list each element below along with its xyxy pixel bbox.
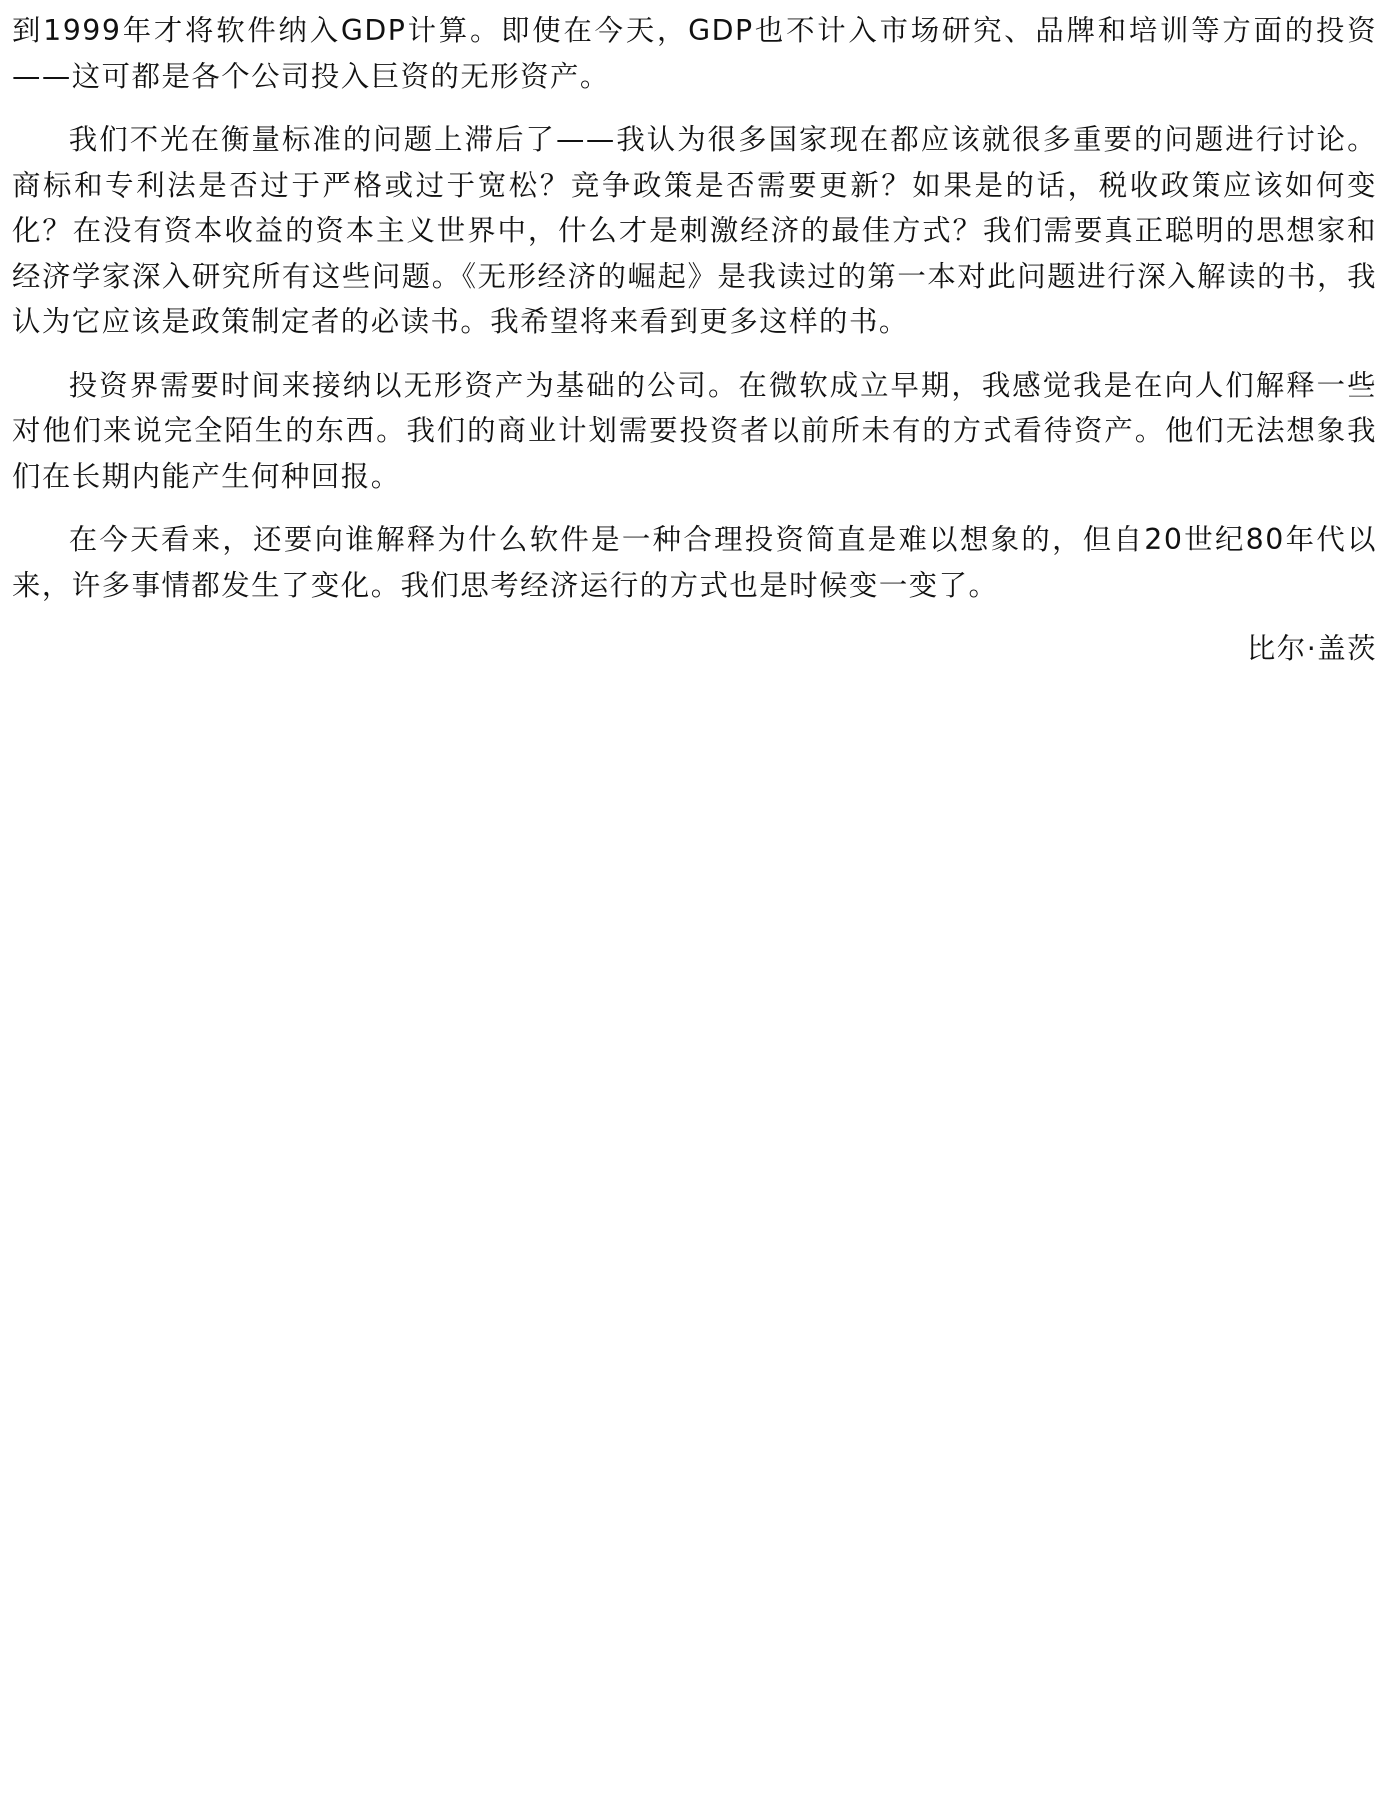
document-page [12, 8, 1377, 672]
paragraph-continuation: 到1999年才将软件纳入GDP计算。即使在今天，GDP也不计入市场研究、品牌和培训等方面的投资——这可都是各个公司投入巨资的无形资产。 [12, 14, 1377, 93]
paragraph-conclusion: 在今天看来，还要向谁解释为什么软件是一种合理投资简直是难以想象的，但自20世纪80年代以来，许多事情都发生了变化。我们思考经济运行的方式也是时候变一变了。 [12, 523, 1377, 602]
author-signature: 比尔·盖茨 [1246, 632, 1377, 665]
paragraph-investment-world: 投资界需要时间来接纳以无形资产为基础的公司。在微软成立早期，我感觉我是在向人们解释一些对他们来说完全陌生的东西。我们的商业计划需要投资者以前所未有的方式看待资产。他们无法想象我们在长期内能产生何种回报。 [12, 368, 1377, 493]
paragraph-policy-questions: 我们不光在衡量标准的问题上滞后了——我认为很多国家现在都应该就很多重要的问题进行讨论。商标和专利法是否过于严格或过于宽松？竞争政策是否需要更新？如果是的话，税收政策应该如何变化？在没有资本收益的资本主义世界中，什么才是刺激经济的最佳方式？我们需要真正聪明的思想家和经济学家深入研究所有这些问题。《无形经济的崛起》是我读过的第一本对此问题进行深入解读的书，我认为它应该是政策制定者的必读书。我希望将来看到更多这样的书。 [12, 123, 1377, 338]
